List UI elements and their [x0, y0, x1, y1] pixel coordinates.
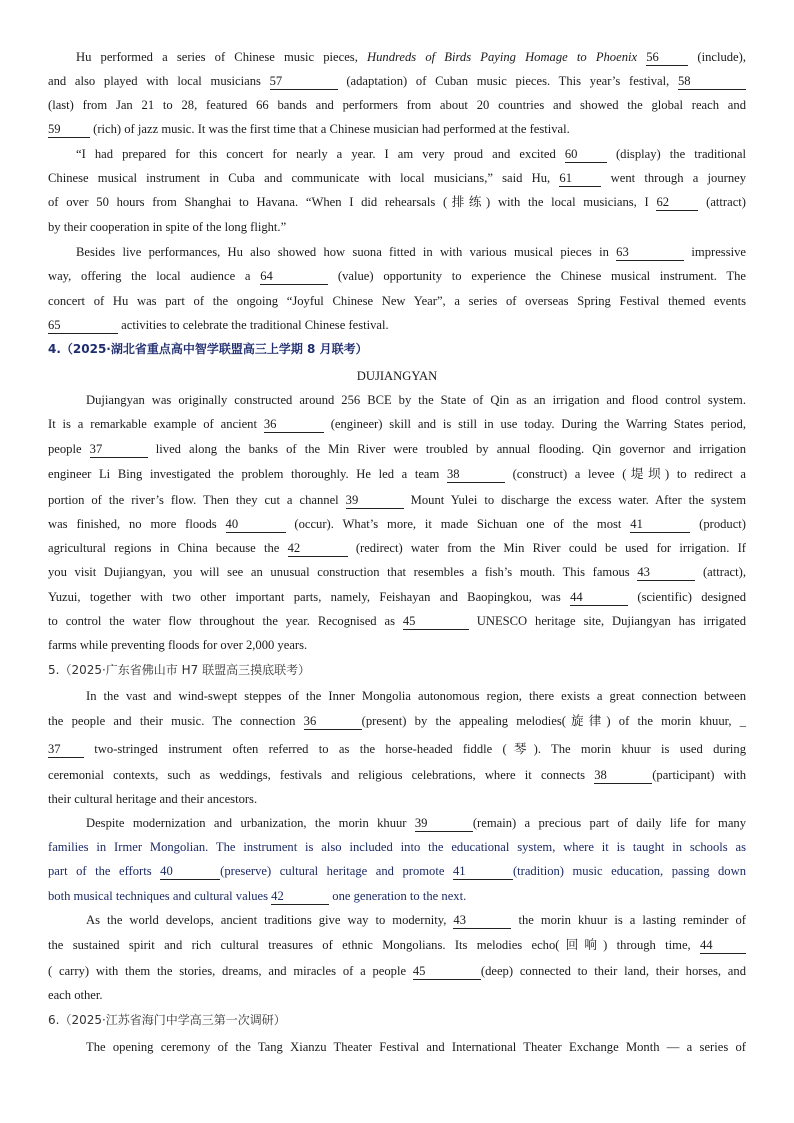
- text-line: [48, 438, 746, 460]
- blank-37[interactable]: 37: [48, 741, 84, 758]
- blank-60[interactable]: 60: [565, 146, 607, 163]
- text-line: [48, 290, 746, 312]
- text-span: (adaptation) of Cuban music pieces. This year’s festival,: [337, 74, 678, 88]
- text-span: of over 50 hours from Shanghai to Havana. “When I did rehearsals (排练) with the local musicians, I: [48, 195, 657, 209]
- text-span: (scientific) designed: [628, 590, 746, 604]
- blank-44[interactable]: 44: [570, 589, 628, 606]
- text-span: you visit Dujiangyan, you will see an unusual construction that resembles a fish’s mouth. This famous: [48, 565, 638, 579]
- text-span: portion of the river’s flow. Then they cut a channel: [48, 493, 346, 507]
- text-line: [48, 634, 746, 656]
- text-span: (rich) of jazz music. It was the first time that a Chinese musician had performed at the festival.: [90, 122, 570, 136]
- text-line: [48, 537, 746, 559]
- text-span: people: [48, 442, 90, 456]
- text-line: [48, 788, 746, 810]
- text-line: [48, 586, 746, 608]
- blank-42[interactable]: 42: [288, 540, 348, 557]
- text-span: (last) from Jan 21 to 28, featured 66 bands and performers from about 20 countries and showed the global reach and: [48, 98, 746, 112]
- text-span: Yuzui, together with two other important parts, namely, Feishayan and Baopingkou, was: [48, 590, 571, 604]
- blank-38[interactable]: 38: [594, 767, 652, 784]
- text-span: ceremonial contexts, such as weddings, festivals and religious celebrations, where it connects: [48, 768, 595, 782]
- text-line: [86, 909, 746, 931]
- text-span: (construct) a levee (堤坝) to redirect a: [504, 467, 746, 481]
- text-span: families in Irmer Mongolian. The instrument is also included into the educational system, where it is taught in schools as: [48, 840, 746, 854]
- blank-39[interactable]: 39: [415, 815, 473, 832]
- text-line: [86, 685, 746, 707]
- blank-43[interactable]: 43: [453, 912, 511, 929]
- text-line: [86, 389, 746, 411]
- text-span: Besides live performances, Hu also showed how suona fitted in with various musical pieces in: [76, 245, 617, 259]
- text-span: farms while preventing floods for over 2,000 years.: [48, 638, 308, 652]
- text-line: [48, 191, 746, 213]
- text-span: (redirect) water from the Min River could be used for irrigation. If: [347, 541, 746, 555]
- passage-title: DUJIANGYAN: [356, 369, 438, 383]
- blank-62[interactable]: 62: [656, 194, 698, 211]
- text-span: way, offering the local audience a: [48, 269, 261, 283]
- text-span: one generation to the next.: [329, 889, 467, 903]
- text-span: (display) the traditional: [606, 147, 747, 161]
- blank-36[interactable]: 36: [264, 416, 324, 433]
- text-line: [48, 489, 746, 511]
- blank-45[interactable]: 45: [413, 963, 481, 980]
- text-span: Dujiangyan was originally constructed around 256 BCE by the State of Qin as an irrigation and flood control system.: [86, 393, 746, 407]
- text-span: (remain) a precious part of daily life for many: [472, 816, 747, 830]
- text-line: [76, 143, 746, 165]
- text-span: (preserve) cultural heritage and promote: [220, 864, 453, 878]
- blank-38[interactable]: 38: [447, 466, 505, 483]
- text-line: [86, 1036, 746, 1058]
- blank-37[interactable]: 37: [90, 441, 148, 458]
- blank-36[interactable]: 36: [304, 713, 362, 730]
- text-line: [48, 463, 746, 485]
- blank-45[interactable]: 45: [403, 613, 469, 630]
- text-span: impressive: [684, 245, 746, 259]
- text-span: activities to celebrate the traditional Chinese festival.: [118, 318, 389, 332]
- blank-58[interactable]: 58: [678, 73, 746, 90]
- text-line: [48, 984, 746, 1006]
- text-span: and also played with local musicians: [48, 74, 270, 88]
- text-line: [48, 764, 746, 786]
- text-line: [48, 561, 746, 583]
- text-span: Despite modernization and urbanization, the morin khuur: [86, 816, 415, 830]
- text-span: part of the efforts: [48, 864, 161, 878]
- text-span: engineer Li Bing investigated the problem thoroughly. He led a team: [48, 467, 447, 481]
- text-line: [48, 167, 746, 189]
- text-span: by their cooperation in spite of the long flight.”: [48, 220, 287, 234]
- text-line: [48, 70, 746, 92]
- text-span: (value) opportunity to experience the Chinese musical instrument. The: [328, 269, 746, 283]
- text-line: [48, 960, 746, 982]
- text-line: [48, 513, 746, 535]
- text-span: agricultural regions in China because the: [48, 541, 288, 555]
- text-span: Hu performed a series of Chinese music pieces,: [76, 50, 367, 64]
- text-line: [48, 710, 746, 732]
- text-span: two-stringed instrument often referred to as the horse-headed fiddle (琴). The morin khuur is used during: [84, 742, 746, 756]
- text-span: In the vast and wind-swept steppes of the Inner Mongolia autonomous region, there exists a great connection between: [86, 689, 746, 703]
- text-span: (attract): [698, 195, 746, 209]
- text-span: (engineer) skill and is still in use today. During the Warring States period,: [323, 417, 746, 431]
- text-span: It is a remarkable example of ancient: [48, 417, 264, 431]
- text-span: the morin khuur is a lasting reminder of: [511, 913, 746, 927]
- text-span: (product): [690, 517, 746, 531]
- blank-56[interactable]: 56: [646, 49, 688, 66]
- work-title: Hundreds of Birds Paying Homage to Phoenix: [367, 50, 638, 64]
- section-5-header: 5.（2025·广东省佛山市 H7 联盟高三摸底联考）: [48, 663, 311, 677]
- blank-44[interactable]: 44: [700, 937, 746, 954]
- text-line: [48, 934, 746, 956]
- text-span: the sustained spirit and rich cultural treasures of ethnic Mongolians. Its melodies echo(回响) through time,: [48, 938, 700, 952]
- section-6-header: 6.（2025·江苏省海门中学高三第一次调研）: [48, 1013, 286, 1027]
- text-span: both musical techniques and cultural values: [48, 889, 272, 903]
- text-line: [48, 610, 746, 632]
- text-span: The opening ceremony of the Tang Xianzu Theater Festival and International Theater Exchange Month — a series of: [86, 1040, 746, 1054]
- text-span: (deep) connected to their land, their horses, and: [480, 964, 746, 978]
- blank-61[interactable]: 61: [559, 170, 601, 187]
- text-line: [48, 885, 746, 907]
- text-span: UNESCO heritage site, Dujiangyan has irrigated: [468, 614, 746, 628]
- blank-63[interactable]: 63: [616, 244, 684, 261]
- text-line: [48, 738, 746, 760]
- text-span: to control the water flow throughout the year. Recognised as: [48, 614, 403, 628]
- text-line: [48, 265, 746, 287]
- text-line: [48, 118, 746, 140]
- text-line: [86, 812, 746, 834]
- blank-43[interactable]: 43: [637, 564, 695, 581]
- text-span: lived along the banks of the Min River were troubled by annual flooding. Qin governor and irrigation: [147, 442, 746, 456]
- text-line: [48, 216, 746, 238]
- text-span: their cultural heritage and their ancestors.: [48, 792, 258, 806]
- blank-39[interactable]: 39: [346, 492, 404, 509]
- blank-40[interactable]: 40: [160, 863, 220, 880]
- blank-59[interactable]: 59: [48, 121, 90, 138]
- text-line: [48, 314, 746, 336]
- text-span: (participant) with: [652, 768, 747, 782]
- text-span: ( carry) with them the stories, dreams, and miracles of a people: [48, 964, 413, 978]
- text-span: concert of Hu was part of the ongoing “Joyful Chinese New Year”, a series of overseas Spring Festival themed events: [48, 294, 746, 308]
- blank-65[interactable]: 65: [48, 317, 118, 334]
- text-span: (attract),: [695, 565, 746, 579]
- text-span: “I had prepared for this concert for nearly a year. I am very proud and excited: [76, 147, 565, 161]
- section-4-header: 4.（2025·湖北省重点高中智学联盟高三上学期 8 月联考）: [48, 342, 368, 356]
- text-line: [48, 413, 746, 435]
- text-line: [76, 46, 746, 68]
- text-span: the people and their music. The connection: [48, 714, 304, 728]
- text-line: [48, 94, 746, 116]
- text-line: [76, 241, 746, 263]
- blank-42[interactable]: 42: [271, 888, 329, 905]
- text-span: As the world develops, ancient traditions give way to modernity,: [86, 913, 454, 927]
- blank-41[interactable]: 41: [630, 516, 690, 533]
- text-span: Mount Yulei to discharge the excess water. After the system: [403, 493, 746, 507]
- blank-40[interactable]: 40: [226, 516, 286, 533]
- blank-64[interactable]: 64: [260, 268, 328, 285]
- text-span: went through a journey: [601, 171, 747, 185]
- text-span: (occur). What’s more, it made Sichuan one of the most: [285, 517, 631, 531]
- text-span: each other.: [48, 988, 103, 1002]
- text-span: (include),: [688, 50, 746, 64]
- text-span: (present) by the appealing melodies(旋律) of the morin khuur, _: [361, 714, 746, 728]
- text-span: Chinese musical instrument in Cuba and communicate with local musicians,” said Hu,: [48, 171, 560, 185]
- blank-41[interactable]: 41: [453, 863, 513, 880]
- text-line: [48, 836, 746, 858]
- text-span: (tradition) music education, passing down: [512, 864, 746, 878]
- text-span: was finished, no more floods: [48, 517, 226, 531]
- blank-57[interactable]: 57: [270, 73, 338, 90]
- text-line: [48, 860, 746, 882]
